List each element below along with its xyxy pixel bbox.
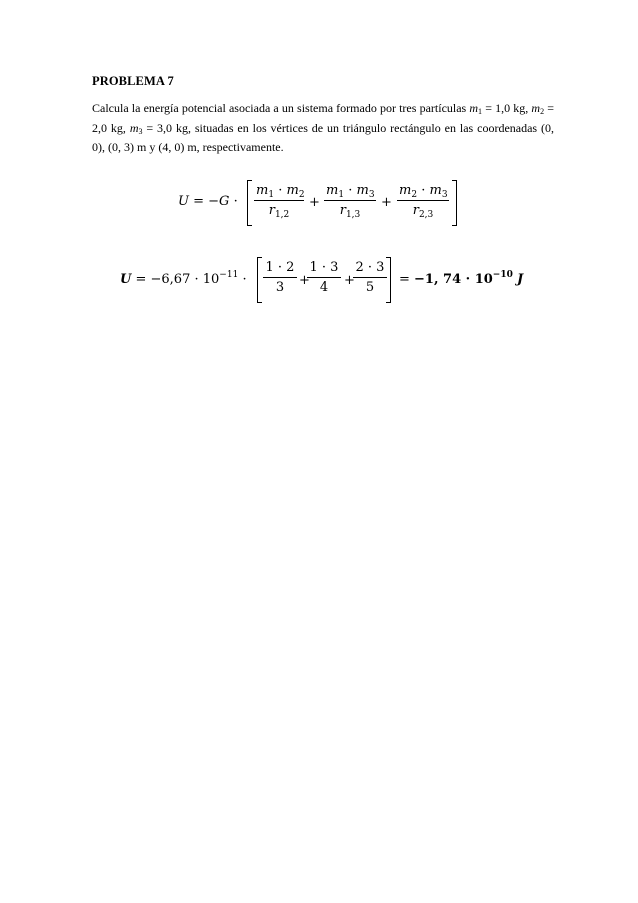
mass-subscript: 1 (478, 107, 483, 116)
right-bracket (386, 257, 391, 303)
plus-sign: + (299, 273, 310, 288)
statement-text: = 1,0 kg, (482, 101, 532, 115)
formula-lhs: U = −G · (178, 194, 238, 209)
fraction-m2m3-r23: $m_2 \cdot m_3$ $r_{2,3}$ (399, 183, 448, 220)
statement-text: = 3,0 kg, situadas en los vértices de un triángulo rectángulo en las coordenadas (0, 0), (0, 3) m y (4, 0) m, respectivamente. (92, 120, 554, 154)
mass-symbol: m (469, 101, 479, 115)
problem-title: PROBLEMA 7 (92, 74, 174, 88)
statement-text: = 2,0 kg, (92, 101, 554, 135)
plus-sign: + (381, 195, 392, 210)
fraction-m1m3-r13: $m_1 \cdot m_3$ $r_{1,3}$ (326, 183, 375, 220)
fraction-1x3-over-4: 1 · 3 4 (307, 260, 341, 295)
mass-subscript: 3 (138, 126, 143, 136)
plus-sign: + (309, 195, 320, 210)
left-bracket (257, 257, 262, 303)
result-value: = −1, $74 \cdot 10^{-10}$ J (399, 270, 524, 287)
fraction-m1m2-r12: $m_1 \cdot m_2$ $r_{1,2}$ (256, 183, 305, 220)
statement-text: Calcula la energía potencial asociada a un sistema formado por tres partículas (92, 101, 470, 115)
fraction-1x2-over-3: 1 · 2 3 (263, 260, 297, 295)
fraction-2x3-over-5: 2 · 3 5 (353, 260, 387, 295)
mass-subscript: 2 (540, 107, 545, 116)
plus-sign: + (344, 273, 355, 288)
mass-symbol: m (531, 101, 541, 115)
mass-symbol: m (129, 120, 139, 135)
result-lhs: $U = -6,67 \cdot 10^{-11}$ · (120, 270, 247, 287)
